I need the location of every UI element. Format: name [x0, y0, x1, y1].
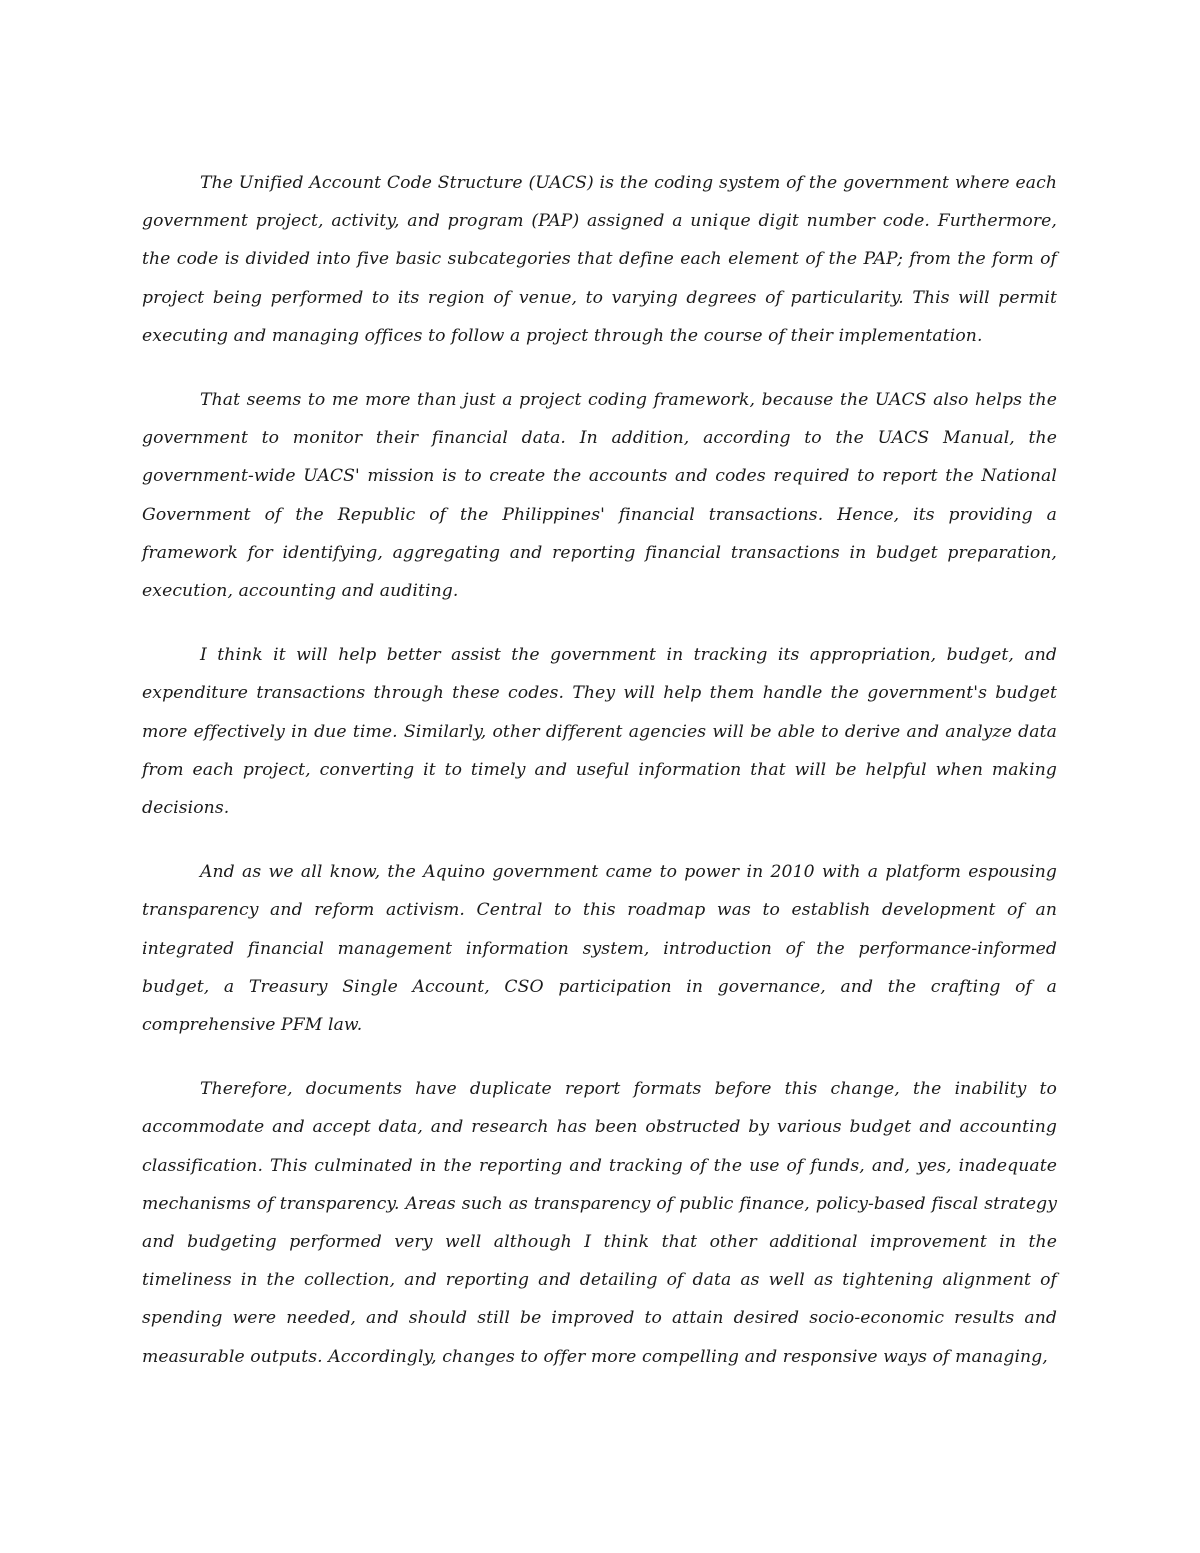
document-body: [142, 164, 1057, 1376]
paragraph-5: Therefore, documents have duplicate report formats before this change, the inability to accommodate and accept data, and research has been obstructed by various budget and accounting classification. This culminated in the reporting and tracking of the use of funds, and, yes, inadequate mechanisms of transparency. Areas such as transparency of public finance, policy-based fiscal strategy and budgeting performed very well although I think that other additional improvement in the timeliness in the collection, and reporting and detailing of data as well as tightening alignment of spending were needed, and should still be improved to attain desired socio-economic results and measurable outputs. Accordingly, changes to offer more compelling and responsive ways of managing,: [142, 1079, 1057, 1367]
paragraph-1: The Unified Account Code Structure (UACS) is the coding system of the government where each government project, activity, and program (PAP) assigned a unique digit number code. Furthermore, the code is divided into five basic subcategories that define each element of the PAP; from the form of project being performed to its region of venue, to varying degrees of particularity. This will permit executing and managing offices to follow a project through the course of their implementation.: [142, 173, 1057, 346]
paragraph-4: And as we all know, the Aquino government came to power in 2010 with a platform espousing transparency and reform activism. Central to this roadmap was to establish development of an integrated financial management information system, introduction of the performance-informed budget, a Treasury Single Account, CSO participation in governance, and the crafting of a comprehensive PFM law.: [142, 862, 1057, 1036]
paragraph-2: That seems to me more than just a project coding framework, because the UACS also helps the government to monitor their financial data. In addition, according to the UACS Manual, the government-wide UACS' mission is to create the accounts and codes required to report the National Government of the Republic of the Philippines' financial transactions. Hence, its providing a framework for identifying, aggregating and reporting financial transactions in budget preparation, execution, accounting and auditing.: [142, 390, 1057, 602]
paragraph-3: I think it will help better assist the government in tracking its appropriation, budget, and expenditure transactions through these codes. They will help them handle the government's budget more effectively in due time. Similarly, other different agencies will be able to derive and analyze data from each project, converting it to timely and useful information that will be helpful when making decisions.: [142, 645, 1057, 819]
